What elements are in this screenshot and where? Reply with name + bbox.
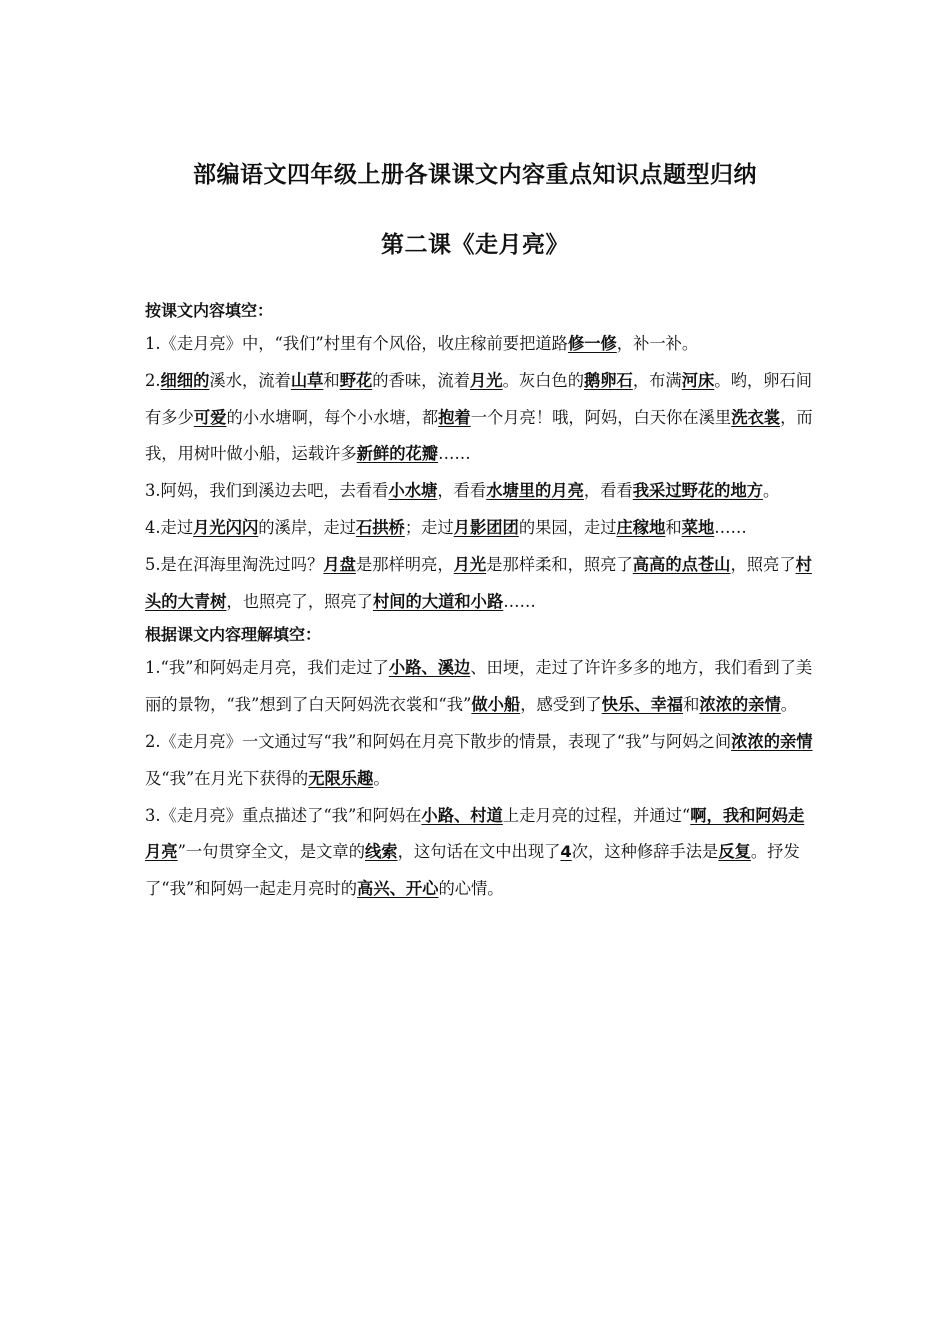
question-item (145, 547, 817, 621)
question-item (145, 326, 817, 363)
question-text: 3.《走月亮》重点描述了“我”和阿妈在 (145, 805, 422, 825)
question-text: ，补一补。 (616, 334, 699, 353)
question-text: 3.阿妈，我们到溪边去吧，去看看 (145, 481, 389, 501)
answer-blank: 新鲜的花瓣 (356, 444, 439, 464)
question-item (145, 650, 817, 724)
question-text: ，感受到了 (520, 695, 602, 715)
question-item (145, 363, 817, 473)
question-text: 5.是在洱海里淘洗过吗？ (145, 554, 324, 574)
answer-blank: 无限乐趣 (308, 768, 374, 788)
answer-blank: 浓浓的亲情 (699, 695, 781, 715)
document-body (145, 296, 817, 908)
question-text: 和 (683, 695, 700, 715)
question-text: ，布满 (632, 370, 682, 390)
answer-blank: 河床 (681, 370, 715, 390)
answer-blank: 做小船 (471, 695, 521, 715)
question-text: ”一句贯穿全文，是文章的 (177, 842, 365, 862)
answer-blank: 快乐、幸福 (601, 695, 684, 715)
answer-blank: 浓浓的亲情 (731, 731, 813, 751)
answer-blank: 鹅卵石 (583, 370, 633, 390)
answer-blank: 高兴、开心 (357, 879, 439, 899)
question-text: ，看看 (583, 481, 633, 501)
question-text: …… (438, 444, 471, 464)
question-text: 的香味，流着 (372, 370, 470, 390)
question-text: ，而我，用树叶做小船，运载许多 (145, 407, 813, 464)
question-text: 。哟，卵石间有多少 (145, 370, 812, 427)
answer-blank: 可爱 (193, 407, 227, 427)
question-text: 。灰白色的 (502, 370, 584, 390)
question-text: ，也照亮了，照亮了 (226, 591, 373, 611)
question-text: ，照亮了 (730, 554, 796, 574)
answer-blank: 反复 (718, 842, 751, 862)
answer-blank: 我采过野花的地方 (632, 481, 764, 501)
answer-blank: 啊，我和阿妈走月亮 (145, 805, 805, 862)
lesson-title: 第二课《走月亮》 (381, 232, 569, 258)
answer-blank: 庄稼地 (616, 517, 666, 537)
answer-blank: 村间的大道和小路 (372, 591, 504, 611)
question-item (145, 798, 817, 908)
question-text: 的小水塘啊，每个小水塘，都 (226, 407, 439, 427)
question-text: 一个月亮！哦，阿妈，白天你在溪里 (470, 407, 732, 427)
question-text: 2. (145, 370, 161, 390)
answer-blank: 4 (560, 842, 572, 862)
question-text: 次，这种修辞手法是 (571, 842, 719, 862)
question-text: 上走月亮的过程，并通过“ (502, 805, 691, 825)
question-text: ，这句话在文中出现了 (397, 842, 561, 862)
question-text: 的果园，走过 (518, 517, 617, 537)
question-text: 是那样柔和，照亮了 (486, 554, 633, 574)
answer-blank: 月盘 (323, 554, 356, 574)
question-text: 1.《走月亮》中，“我们”村里有个风俗，收庄稼前要把道路 (145, 334, 568, 353)
answer-blank: 菜地 (681, 517, 715, 537)
answer-blank: 山草 (290, 370, 324, 390)
answer-blank: 小水塘 (388, 481, 438, 501)
question-text: ；走过 (404, 517, 454, 537)
question-text: 及“我”在月光下获得的 (145, 768, 309, 788)
question-text: …… (714, 517, 747, 537)
question-text: 溪水，流着 (209, 370, 291, 390)
question-text: 。抒发了“我”和阿妈一起走月亮时的 (145, 842, 800, 899)
answer-blank: 高高的点苍山 (632, 554, 731, 574)
answer-blank: 水塘里的月亮 (486, 481, 584, 501)
answer-blank: 修一修 (567, 334, 617, 353)
question-text: 和 (323, 370, 340, 390)
question-text: 。 (373, 768, 390, 788)
question-text: ，看看 (437, 481, 487, 501)
question-text: 1.“我”和阿妈走月亮，我们走过了 (145, 658, 389, 678)
page-title: 部编语文四年级上册各课课文内容重点知识点题型归纳 (193, 162, 757, 188)
question-text: 的溪岸，走过 (258, 517, 356, 537)
answer-blank: 月光 (469, 370, 503, 390)
question-item (145, 510, 817, 547)
question-text: 4.走过 (145, 517, 194, 537)
answer-blank: 小路、溪边 (388, 658, 471, 678)
question-text: …… (503, 591, 536, 611)
answer-blank: 村头的大青树 (145, 554, 812, 611)
question-text: 。 (780, 695, 798, 715)
answer-blank: 洗衣裳 (731, 407, 781, 427)
question-item (145, 473, 817, 510)
question-text: 、田埂，走过了许许多多的地方，我们看到了美丽的景物，“我”想到了白天阿妈洗衣裳和“我” (145, 658, 813, 715)
answer-blank: 石拱桥 (355, 517, 405, 537)
answer-blank: 月影团团 (453, 517, 519, 537)
question-text: 和 (665, 517, 682, 537)
answer-blank: 抱着 (438, 407, 471, 427)
answer-blank: 细细的 (160, 370, 210, 390)
question-text: 的心情。 (438, 879, 504, 899)
section-heading-fill-in: 按课文内容填空： (145, 301, 274, 320)
answer-blank: 月光 (453, 554, 487, 574)
question-item (145, 724, 817, 798)
answer-blank: 线索 (365, 842, 398, 862)
question-text: 是那样明亮， (355, 554, 454, 574)
question-text: 2.《走月亮》一文通过写“我”和阿妈在月亮下散步的情景，表现了“我”与阿妈之间 (145, 731, 732, 751)
answer-blank: 月光闪闪 (193, 517, 259, 537)
question-text: 。 (763, 481, 780, 501)
section-heading-comprehension: 根据课文内容理解填空： (145, 625, 322, 645)
answer-blank: 野花 (339, 370, 373, 390)
answer-blank: 小路、村道 (421, 805, 503, 825)
